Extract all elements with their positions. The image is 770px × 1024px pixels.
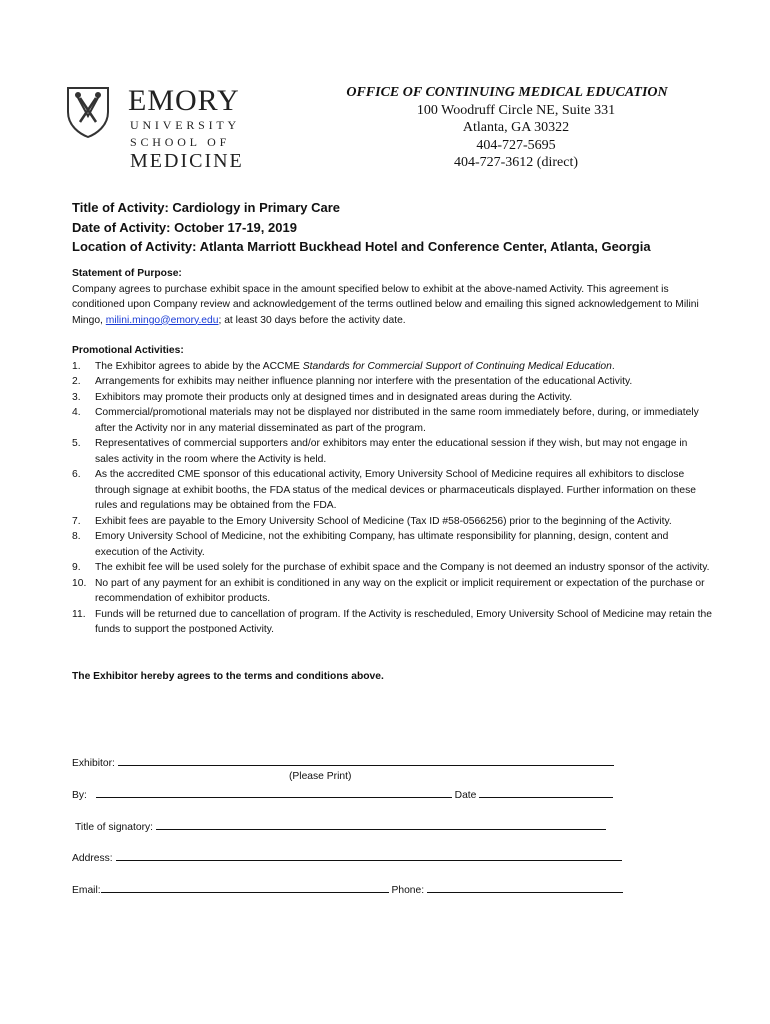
logo-school-of: SCHOOL OF: [130, 135, 231, 149]
logo-university: UNIVERSITY: [130, 118, 240, 132]
office-address-block: [346, 84, 686, 172]
email-phone-row: [72, 882, 632, 896]
email-label: Email:: [72, 885, 101, 896]
shield-icon: [66, 86, 110, 138]
list-item-text: Funds will be returned due to cancellation of program. If the Activity is rescheduled, Emory University School of Medicine may retain the funds to support the postponed Activity.: [95, 608, 712, 635]
exhibitor-row: [72, 755, 632, 769]
title-signatory-row: [75, 819, 635, 833]
list-item-number: 1.: [72, 360, 81, 372]
list-item-text: Commercial/promotional materials may not be displayed nor distributed in the same room immediately before, during, or immediately after the Activity nor in any material disseminated as part of the program.: [95, 407, 699, 434]
activity-title: Title of Activity: Cardiology in Primary Care: [72, 200, 341, 215]
activity-location: Location of Activity: Atlanta Marriott Buckhead Hotel and Conference Center, Atlanta, Georgia: [72, 239, 651, 254]
by-row: [72, 787, 632, 801]
purpose-heading: Statement of Purpose:: [72, 268, 182, 279]
exhibitor-label: Exhibitor:: [72, 758, 115, 769]
list-item-number: 2.: [72, 376, 81, 387]
office-title: OFFICE OF CONTINUING MEDICAL EDUCATION: [346, 85, 668, 100]
list-item-text: No part of any payment for an exhibit is conditioned in any way on the explicit or implicit requirement or expectation of the purchase or recommendation of exhibitor products.: [95, 577, 705, 604]
list-item-number: 9.: [72, 562, 81, 573]
phone-field[interactable]: [427, 882, 623, 893]
agreement-statement: The Exhibitor hereby agrees to the terms and conditions above.: [72, 670, 384, 682]
list-item: [72, 529, 712, 560]
date-label: Date: [454, 790, 477, 801]
title-signatory-field[interactable]: [156, 819, 606, 830]
list-item: [72, 374, 712, 390]
list-item: [72, 576, 712, 607]
list-item-number: 3.: [72, 391, 81, 403]
list-item-number: 10.: [72, 577, 87, 589]
emory-logo: [66, 84, 246, 174]
list-item-text: As the accredited CME sponsor of this educational activity, Emory University School of Medicine requires all exhibitors to disclose through signage at exhibit booths, the FDA status of the medical devices or pharmaceuticals displayed. Further information on these rules and regulations may be obtained from the FDA.: [95, 469, 696, 511]
phone-label: Phone:: [391, 885, 425, 896]
list-item-number: 4.: [72, 407, 81, 418]
list-item-text: Representatives of commercial supporters and/or exhibitors may enter the educational session if they wish, but may not engage in sales activity in the room where the Activity is held.: [95, 438, 688, 465]
promo-list: [72, 359, 712, 638]
list-item-number: 7.: [72, 515, 81, 527]
document-body: [72, 266, 712, 684]
office-phone: 404-727-5695: [476, 137, 556, 153]
standards-title: Standards for Commercial Support of Continuing Medical Education: [302, 360, 612, 372]
list-item-text: Emory University School of Medicine, not the exhibiting Company, has ultimate responsibility for planning, design, content and execution of the Activity.: [95, 531, 669, 558]
list-item: [72, 514, 712, 530]
address-row: [72, 850, 632, 864]
list-item-text-end: .: [611, 360, 615, 372]
exhibitor-field[interactable]: [118, 755, 614, 766]
by-label: By:: [72, 790, 87, 801]
date-field[interactable]: [479, 787, 613, 798]
by-signature-field[interactable]: [96, 787, 452, 798]
purpose-text-end: ; at least 30 days before the activity date.: [218, 314, 406, 326]
list-item: [72, 560, 712, 576]
list-item-text: The Exhibitor agrees to abide by the ACCME: [95, 360, 303, 372]
promo-heading: Promotional Activities:: [72, 345, 184, 356]
purpose-text: [72, 282, 712, 329]
logo-medicine: MEDICINE: [130, 150, 244, 172]
list-item: [72, 467, 712, 514]
list-item-number: 6.: [72, 469, 81, 480]
address-field[interactable]: [116, 850, 622, 861]
list-item-number: 11.: [72, 608, 86, 620]
list-item: [72, 390, 712, 406]
purpose-text-main: Company agrees to purchase exhibit space in the amount specified below to exhibit at the above-named Activity. This agreement is conditioned upon Company review and acknowledgement of the terms outlined below and emailing this signed acknowledgement to Milini Mingo,: [72, 283, 699, 326]
list-item-text: Exhibitors may promote their products only at designed times and in designated areas during the Activity.: [95, 391, 573, 403]
title-signatory-label: Title of signatory:: [75, 822, 154, 833]
email-field[interactable]: [101, 882, 389, 893]
office-street: 100 Woodruff Circle NE, Suite 331: [416, 102, 616, 118]
address-label: Address:: [72, 853, 113, 864]
activity-date: Date of Activity: October 17-19, 2019: [72, 219, 297, 235]
contact-email-link[interactable]: milini.mingo@emory.edu: [105, 314, 219, 326]
list-item-text: Exhibit fees are payable to the Emory University School of Medicine (Tax ID #58-0566256) prior to the beginning of the Activity.: [95, 515, 672, 527]
logo-emory: EMORY: [128, 84, 240, 117]
list-item-number: 5.: [72, 438, 81, 449]
list-item: [72, 607, 712, 638]
list-item: [72, 405, 712, 436]
office-city: Atlanta, GA 30322: [462, 120, 570, 135]
office-phone-direct: 404-727-3612 (direct): [453, 155, 579, 170]
list-item-text: The exhibit fee will be used solely for the purchase of exhibit space and the Company is not deemed an industry sponsor of the activity.: [95, 562, 710, 573]
please-print-note: (Please Print): [289, 771, 352, 782]
list-item-number: 8.: [72, 531, 81, 542]
activity-info: [72, 198, 651, 257]
list-item: [72, 359, 712, 375]
list-item-text: Arrangements for exhibits may neither influence planning nor interfere with the presentation of the educational Activity.: [95, 376, 633, 387]
list-item: [72, 436, 712, 467]
